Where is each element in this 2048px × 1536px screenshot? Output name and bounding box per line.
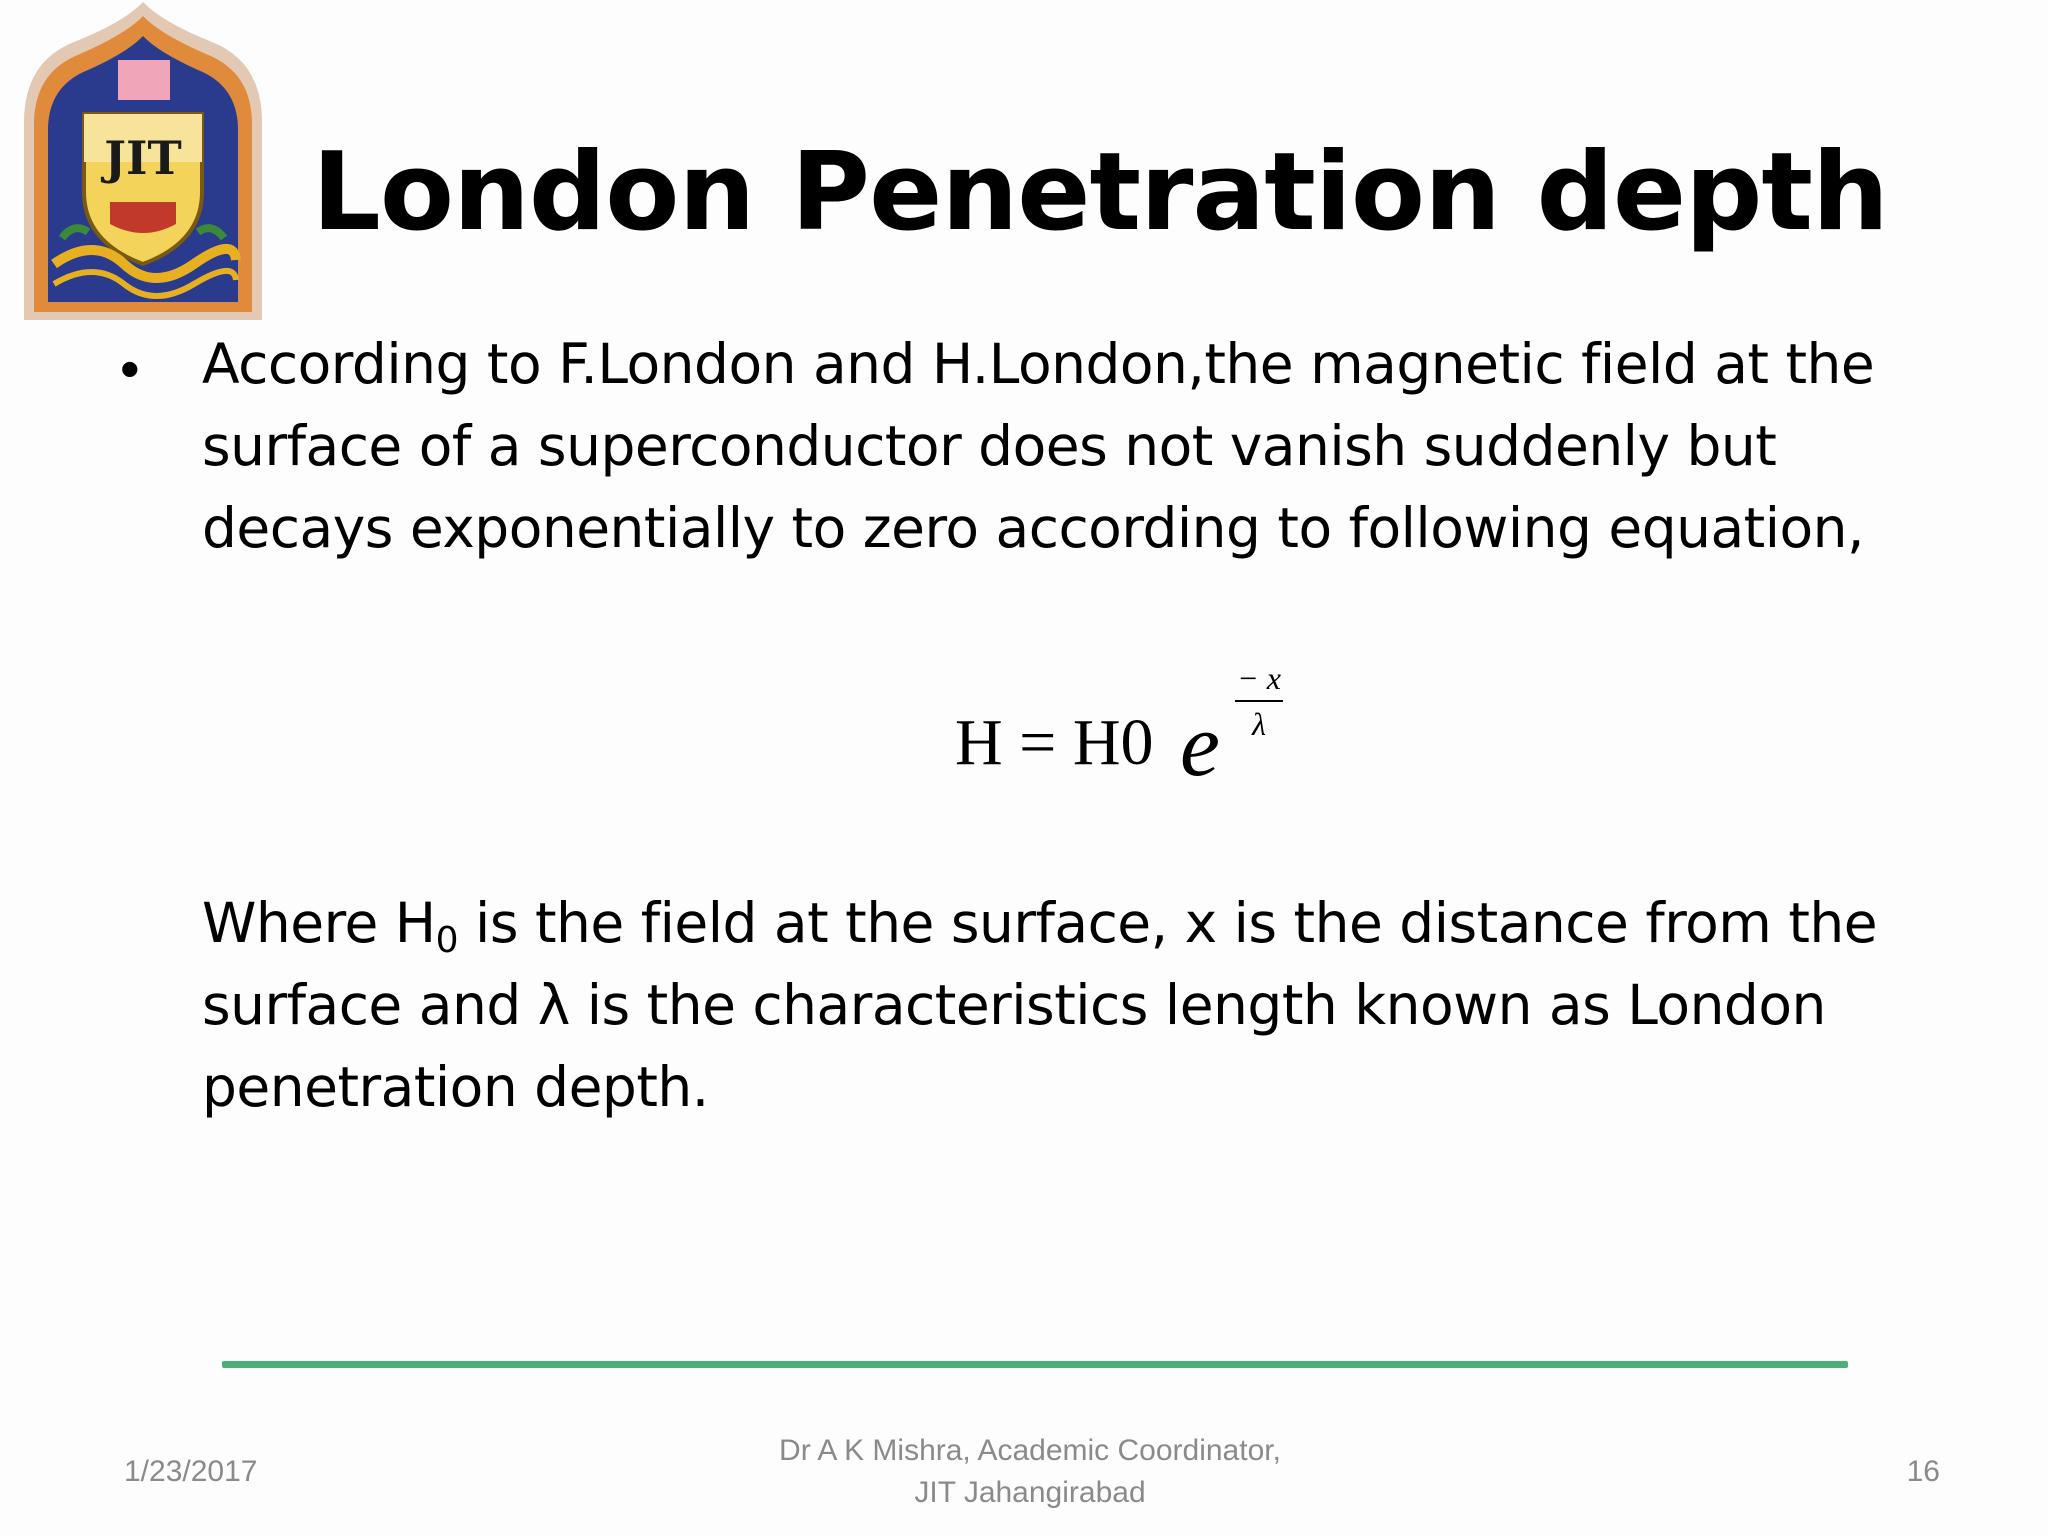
explanation-line-1-rest: is the field at the surface, x is the distance from the [458,891,1878,955]
london-equation [955,660,1335,800]
bullet-line-2: surface of a superconductor does not vanish suddenly but [202,414,1777,478]
footer-author [700,1430,1360,1514]
footer-divider [222,1361,1848,1368]
slide-number: 16 [1906,1455,1940,1488]
footer-author-line-1: Dr A K Mishra, Academic Coordinator, [779,1434,1281,1467]
bullet-marker: • [120,337,140,400]
logo-text: JIT [104,131,182,185]
h-subscript: 0 [435,920,459,961]
jit-logo [14,2,272,320]
equation-exponential-base: e [1180,696,1220,795]
bullet-paragraph [202,323,1962,569]
explanation-paragraph [202,882,1962,1128]
equation-lhs: H = H0 [955,706,1154,779]
slide-title: London Penetration depth [312,130,1888,255]
explanation-line-1 [202,882,1962,964]
exponent-denominator: λ [1252,706,1266,742]
bullet-line-1: According to F.London and H.London,the magnetic field at the [202,332,1875,396]
exponent-fraction-bar [1235,700,1283,702]
footer-date: 1/23/2017 [124,1455,258,1488]
exponent-numerator: − x [1237,660,1281,696]
explanation-line-3: penetration depth. [202,1055,709,1119]
bullet-line-3: decays exponentially to zero according to following equation, [202,496,1865,560]
explanation-line-1-start: Where H [202,891,436,955]
explanation-line-2: surface and λ is the characteristics length known as London [202,973,1826,1037]
footer-author-line-2: JIT Jahangirabad [914,1476,1146,1509]
